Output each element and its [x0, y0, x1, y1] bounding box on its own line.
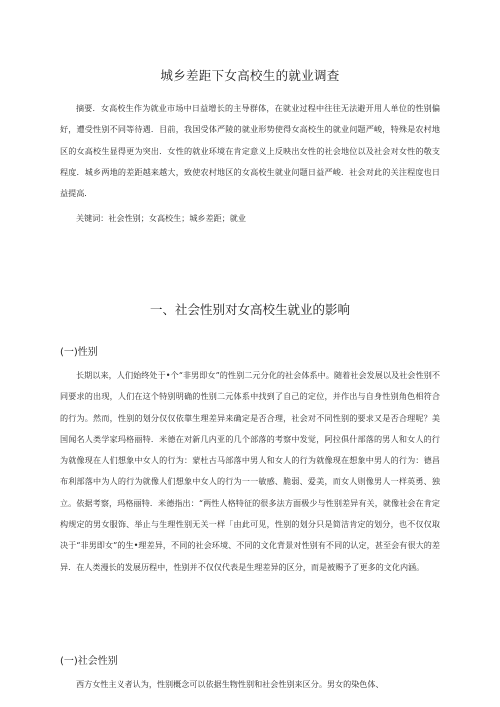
document-title: 城乡差距下女高校生的就业调查 — [160, 68, 340, 83]
body-paragraph-gender: 长期以来，人们始终处于•个“非男即女”的性别二元分化的社会体系中。随着社会发展以及社会性别不同要求的出现，人们在这个特别明确的性别二元体系中找到了自己的定位，并作出与自身性别角色相符合的行为。然而，性别的划分仅仅依靠生理差异来确定是否合理，社会对不同性别的要求又是否合理呢？美国闻名人类学家玛格丽特．米德在对新几内亚的几个部落的考察中发觉，阿拉俱什部落的男人和女人的行为就像现在人们想象中女人的行为：蒙杜古马部落中男人和女人的行为就像现在想象中男人的行为：德昌布利部落中为人的行为就像人们想象中女人的行为一一敏感、脆弱、爱美，而女人则像男人一样英勇、独立。依据考察，玛格丽特．米德指出：“两性人格特征的很多法方面极少与性别差异有关，就像社会在肯定构规定的男女服饰、举止与生理性别无关一样「由此可见，性别的划分只是简洁肯定的划分，也不仅仅取决于“非男即女”的生•理差异，不同的社会环境、不同的文化背景对性别有不同的认定，甚至会有很大的差异．在人类漫长的发展历程中，性别并不仅仅代表是生理差异的区分，而是被赐予了更多的文化内涵。 — [60, 370, 440, 572]
keywords-line: 关键词：社会性别；女高校生；城乡差距；就业 — [76, 213, 246, 223]
section-heading: 一、社会性别对女高校生就业的影响 — [149, 302, 350, 317]
abstract-paragraph: 摘要．女高校生作为就业市场中日益增长的主导群体，在就业过程中往往无法避开用人单位的性别偏好，遭受性别不同等待遇．目前，我国受体严陵的就业形势使得女高校生的就业问题严峻，特殊是农村地区的女高校生显得更为突出．女性的就业环境在肯定意义上反映出女性的社会地位以及社会对女性的敬支程度．城乡两地的差距越来越大，致使农村地区的女高校生就业问题日益严峻．社会对此的关注程度也日益提高． — [60, 103, 440, 199]
subsection-heading-social-gender: (一)社会性别 — [60, 656, 118, 667]
subsection-heading-gender: (一)性别 — [60, 347, 98, 358]
body-paragraph-social-gender: 西方女性主义者认为，性别概念可以依据生物性别和社会性别来区分。男女的染色体、 — [76, 679, 384, 689]
